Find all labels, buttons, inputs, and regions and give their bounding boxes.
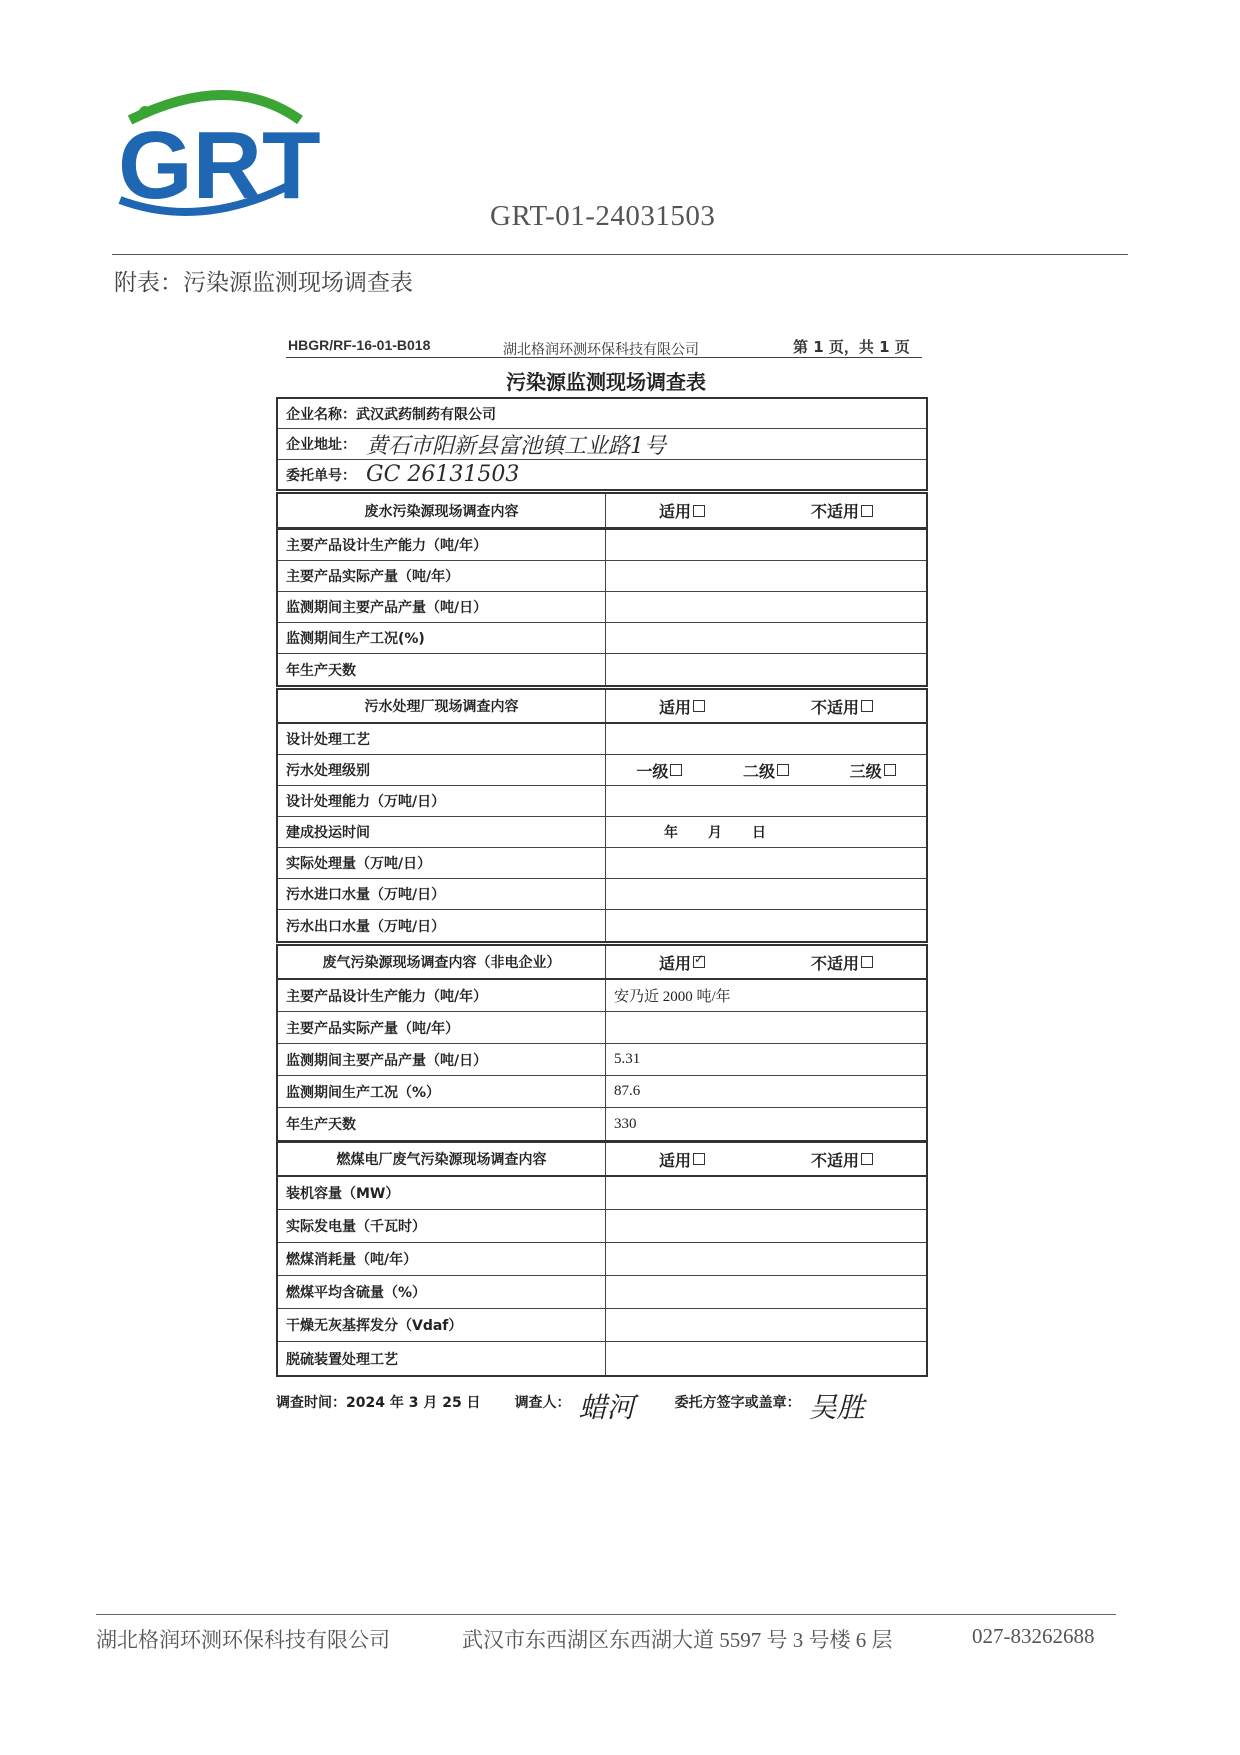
investigator-label: 调查人： xyxy=(514,1395,571,1411)
sewage-not-applicable-checkbox[interactable] xyxy=(861,700,873,712)
wastewater-not-applicable[interactable]: 不适用 xyxy=(811,494,873,527)
level-2-option[interactable]: 二级 xyxy=(743,755,789,785)
enterprise-name-value: 武汉武药制药有限公司 xyxy=(356,406,496,423)
row-label: 主要产品设计生产能力（吨/年） xyxy=(278,980,606,1011)
order-number-label: 委托单号： xyxy=(286,467,356,484)
footer-divider xyxy=(96,1614,1116,1615)
month-label: 月 xyxy=(708,825,722,841)
table-row xyxy=(278,1012,926,1044)
level-1-option[interactable]: 一级 xyxy=(636,755,682,785)
row-value xyxy=(606,1342,926,1375)
waste-gas-not-applicable[interactable]: 不适用 xyxy=(811,946,873,978)
waste-gas-table xyxy=(276,944,928,980)
footer-phone: 027-83262688 xyxy=(972,1624,1095,1648)
row-label: 主要产品设计生产能力（吨/年） xyxy=(278,530,606,560)
row-value xyxy=(606,592,926,622)
row-label: 污水进口水量（万吨/日） xyxy=(278,879,606,909)
enterprise-address-value: 黄石市阳新县富池镇工业路1号 xyxy=(366,433,666,459)
row-label: 燃煤平均含硫量（%） xyxy=(278,1276,606,1308)
power-plant-applicable-checkbox[interactable] xyxy=(693,1153,705,1165)
row-value: 5.31 xyxy=(614,1051,641,1067)
row-value xyxy=(606,1012,926,1043)
wastewater-table xyxy=(276,492,928,529)
table-row xyxy=(278,1309,926,1342)
table-row xyxy=(278,817,926,848)
form-page-number: 第 1 页，共 1 页 xyxy=(793,338,910,356)
enterprise-info-table xyxy=(276,397,928,491)
table-row xyxy=(278,755,926,786)
row-value: 87.6 xyxy=(614,1083,641,1099)
row-value xyxy=(606,623,926,653)
client-signature: 吴胜 xyxy=(808,1391,865,1424)
table-row xyxy=(278,980,926,1012)
sewage-plant-table xyxy=(276,688,928,724)
row-label: 主要产品实际产量（吨/年） xyxy=(278,561,606,591)
row-label: 年生产天数 xyxy=(278,654,606,685)
level-3-checkbox[interactable] xyxy=(884,764,896,776)
row-label: 实际处理量（万吨/日） xyxy=(278,848,606,878)
investigator-signature: 蜡河 xyxy=(578,1391,635,1424)
row-label: 设计处理能力（万吨/日） xyxy=(278,786,606,816)
row-value: 安乃近 2000 吨/年 xyxy=(614,989,731,1005)
waste-gas-applicable-checkbox[interactable] xyxy=(693,956,705,968)
signature-line xyxy=(276,1392,936,1426)
waste-gas-header-row xyxy=(278,946,926,978)
waste-gas-rows-table xyxy=(276,978,928,1142)
row-label: 监测期间主要产品产量（吨/日） xyxy=(278,1044,606,1075)
company-logo xyxy=(110,80,370,230)
form-meta-divider xyxy=(286,357,922,358)
power-plant-header: 燃煤电厂废气污染源现场调查内容 xyxy=(278,1143,606,1175)
table-row xyxy=(278,1210,926,1243)
sewage-applicable-checkbox[interactable] xyxy=(693,700,705,712)
table-row xyxy=(278,879,926,910)
form-title: 污染源监测现场调查表 xyxy=(506,370,706,394)
row-value xyxy=(606,561,926,591)
row-value xyxy=(606,1243,926,1275)
table-row xyxy=(278,1243,926,1276)
row-value xyxy=(606,530,926,560)
row-label: 污水出口水量（万吨/日） xyxy=(278,910,606,941)
wastewater-applicable-checkbox[interactable] xyxy=(693,505,705,517)
enterprise-name-row xyxy=(278,399,926,429)
table-row xyxy=(278,724,926,755)
table-row xyxy=(278,1177,926,1210)
table-row xyxy=(278,623,926,654)
sewage-header-row xyxy=(278,690,926,722)
sewage-not-applicable[interactable]: 不适用 xyxy=(811,690,873,722)
table-row xyxy=(278,1108,926,1140)
table-row xyxy=(278,1276,926,1309)
enterprise-name-label: 企业名称： xyxy=(286,406,356,423)
row-value xyxy=(606,1309,926,1341)
row-value xyxy=(606,1276,926,1308)
wastewater-header-row xyxy=(278,494,926,527)
power-plant-rows-table xyxy=(276,1175,928,1377)
footer-address: 武汉市东西湖区东西湖大道 5597 号 3 号楼 6 层 xyxy=(462,1628,893,1652)
row-label: 监测期间主要产品产量（吨/日） xyxy=(278,592,606,622)
form-company: 湖北格润环测环保科技有限公司 xyxy=(503,342,699,358)
table-row xyxy=(278,786,926,817)
power-plant-table xyxy=(276,1141,928,1177)
row-label: 主要产品实际产量（吨/年） xyxy=(278,1012,606,1043)
row-label: 监测期间生产工况(%) xyxy=(278,623,606,653)
row-value: 330 xyxy=(614,1115,637,1132)
enterprise-address-label: 企业地址： xyxy=(286,437,356,453)
row-label: 设计处理工艺 xyxy=(278,724,606,754)
row-value xyxy=(606,1177,926,1209)
order-number-value: GC 26131503 xyxy=(366,462,520,487)
row-label: 燃煤消耗量（吨/年） xyxy=(278,1243,606,1275)
row-label: 年生产天数 xyxy=(278,1108,606,1140)
footer-company: 湖北格润环测环保科技有限公司 xyxy=(96,1628,390,1652)
appendix-title: 附表：污染源监测现场调查表 xyxy=(114,270,413,296)
sewage-header: 污水处理厂现场调查内容 xyxy=(278,690,606,722)
table-row xyxy=(278,848,926,879)
row-label: 实际发电量（千瓦时） xyxy=(278,1210,606,1242)
survey-date: 调查时间：2024 年 3 月 25 日 xyxy=(276,1395,481,1411)
waste-gas-header: 废气污染源现场调查内容（非电企业） xyxy=(278,946,606,978)
level-2-checkbox[interactable] xyxy=(777,764,789,776)
level-3-option[interactable]: 三级 xyxy=(850,755,896,785)
row-label: 脱硫装置处理工艺 xyxy=(278,1342,606,1375)
wastewater-header: 废水污染源现场调查内容 xyxy=(278,494,606,527)
sewage-rows-table xyxy=(276,722,928,943)
table-row xyxy=(278,910,926,941)
level-1-checkbox[interactable] xyxy=(670,764,682,776)
wastewater-applicable[interactable]: 适用 xyxy=(659,494,705,527)
waste-gas-not-applicable-checkbox[interactable] xyxy=(861,956,873,968)
row-label: 建成投运时间 xyxy=(278,817,606,847)
document-number: GRT-01-24031503 xyxy=(490,200,716,232)
row-label: 监测期间生产工况（%） xyxy=(278,1076,606,1107)
power-plant-header-row xyxy=(278,1143,926,1175)
table-row xyxy=(278,654,926,685)
waste-gas-applicable[interactable]: 适用 ✓ xyxy=(659,946,705,978)
table-row xyxy=(278,592,926,623)
row-value xyxy=(606,1210,926,1242)
row-label: 装机容量（MW） xyxy=(278,1177,606,1209)
table-row xyxy=(278,1076,926,1108)
client-signature-label: 委托方签字或盖章： xyxy=(674,1395,801,1411)
table-row xyxy=(278,561,926,592)
enterprise-address-row xyxy=(278,429,926,460)
wastewater-rows-table xyxy=(276,528,928,687)
logo-text: GRT xyxy=(118,112,321,219)
wastewater-not-applicable-checkbox[interactable] xyxy=(861,505,873,517)
row-label: 干燥无灰基挥发分（Vdaf） xyxy=(278,1309,606,1341)
row-label: 污水处理级别 xyxy=(278,755,606,785)
table-row xyxy=(278,530,926,561)
row-value xyxy=(606,654,926,685)
sewage-applicable[interactable]: 适用 xyxy=(659,690,705,722)
year-label: 年 xyxy=(664,825,678,841)
order-number-row xyxy=(278,460,926,489)
header-divider xyxy=(112,254,1128,255)
table-row xyxy=(278,1342,926,1375)
power-plant-applicable[interactable]: 适用 xyxy=(659,1143,705,1175)
power-plant-not-applicable[interactable]: 不适用 xyxy=(811,1143,873,1175)
table-row xyxy=(278,1044,926,1076)
power-plant-not-applicable-checkbox[interactable] xyxy=(861,1153,873,1165)
form-code: HBGR/RF-16-01-B018 xyxy=(288,337,431,353)
day-label: 日 xyxy=(752,825,766,841)
